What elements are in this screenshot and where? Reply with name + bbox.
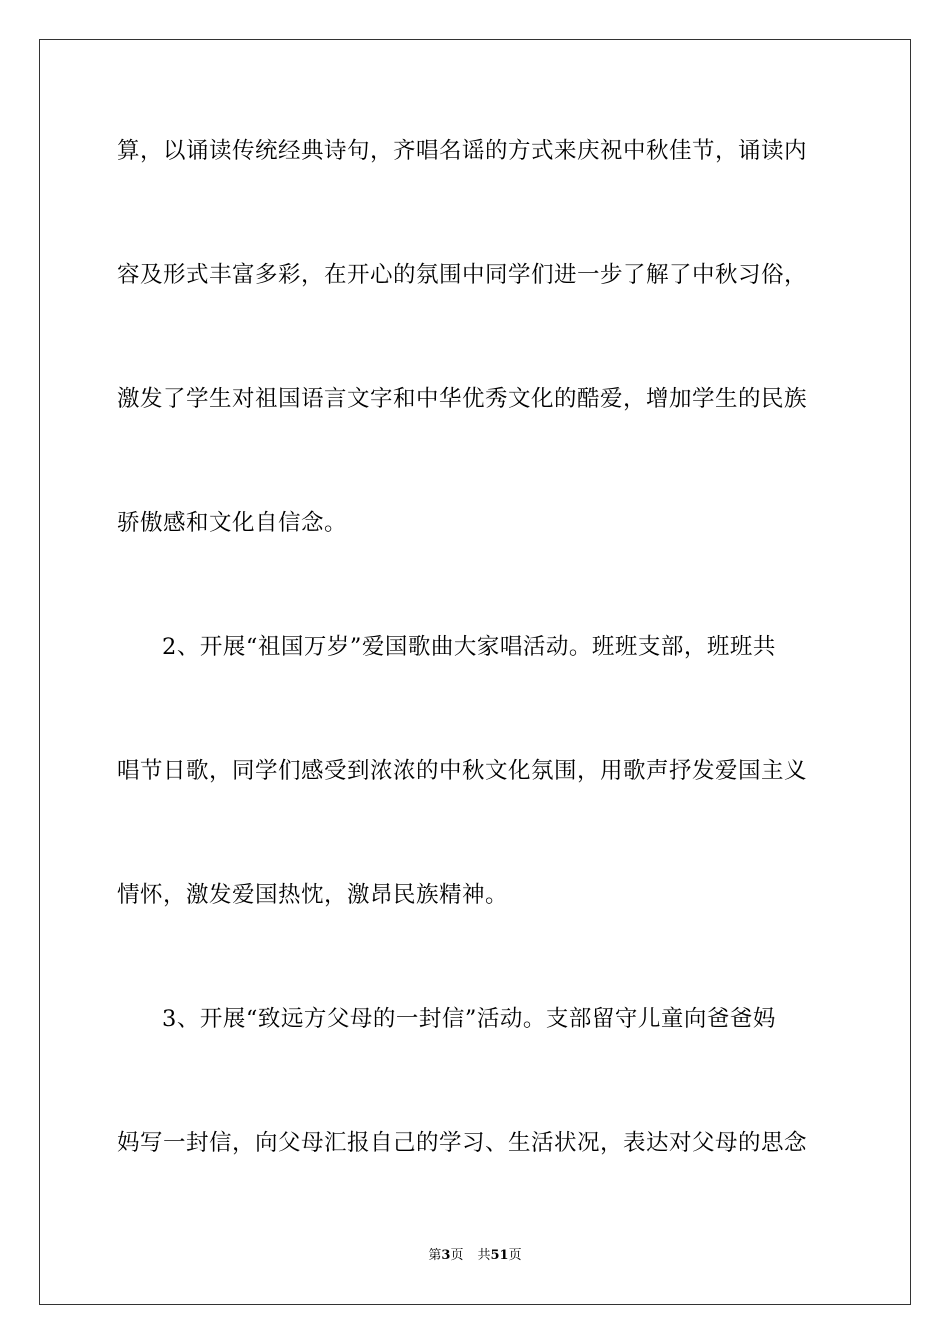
text-line: 容及形式丰富多彩，在开心的氛围中同学们进一步了解了中秋习俗， (117, 262, 808, 288)
footer-total-suffix: 页 (508, 1248, 522, 1263)
footer-page-prefix: 第 (428, 1248, 442, 1263)
text-line: 妈写一封信，向父母汇报自己的学习、生活状况，表达对父母的思念 (117, 1130, 808, 1156)
text-line: 骄傲感和文化自信念。 (117, 510, 348, 536)
text-line: 激发了学生对祖国语言文字和中华优秀文化的酷爱，增加学生的民族 (117, 386, 808, 412)
text-line: 唱节日歌，同学们感受到浓浓的中秋文化氛围，用歌声抒发爱国主义 (117, 758, 808, 784)
text-line: 算，以诵读传统经典诗句，齐唱名谣的方式来庆祝中秋佳节，诵读内 (117, 138, 808, 164)
page-border (39, 39, 911, 1305)
text-line: 2、开展“祖国万岁”爱国歌曲大家唱活动。班班支部，班班共 (162, 634, 776, 660)
text-line: 情怀，激发爱国热忱，激昂民族精神。 (117, 882, 509, 908)
page-footer (0, 1246, 950, 1266)
footer-page-suffix: 页 (450, 1248, 464, 1263)
footer-page-number: 3 (441, 1248, 451, 1263)
text-line: 3、开展“致远方父母的一封信”活动。支部留守儿童向爸爸妈 (162, 1006, 776, 1032)
footer-total-pages: 51 (490, 1248, 509, 1263)
footer-total-prefix: 共 (477, 1248, 491, 1263)
